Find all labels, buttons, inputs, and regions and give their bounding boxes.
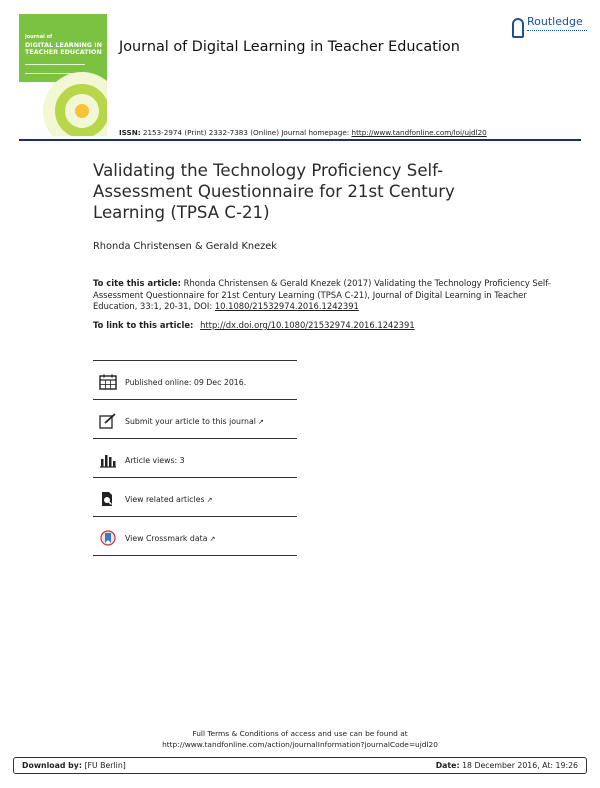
download-date-label: Date: (435, 761, 460, 770)
journal-homepage-link[interactable]: http://www.tandfonline.com/loi/ujdl20 (351, 128, 487, 137)
article-doi-link[interactable]: http://dx.doi.org/10.1080/21532974.2016.1242391 (200, 320, 415, 330)
related-articles-label: View related articles (125, 495, 205, 504)
related-articles-link[interactable] (125, 495, 212, 504)
article-title: Validating the Technology Proficiency Self-Assessment Questionnaire for 21st Century Learning (TPSA C-21) (93, 161, 455, 222)
article-authors: Rhonda Christensen & Gerald Knezek (93, 241, 277, 252)
terms-url-link[interactable]: http://www.tandfonline.com/action/journalInformation?journalCode=ujdl20 (162, 740, 438, 749)
routledge-logo-icon (512, 18, 524, 38)
link-line (93, 320, 415, 330)
calendar-icon (99, 374, 117, 390)
submit-article-link[interactable] (125, 417, 264, 426)
bar-chart-icon (99, 452, 117, 468)
downloaded-by-label: Download by: (22, 761, 82, 770)
related-articles-icon (99, 491, 117, 507)
cite-label: To cite this article: (93, 278, 181, 288)
journal-name: Journal of Digital Learning in Teacher Education (119, 39, 460, 55)
terms-line-1: Full Terms & Conditions of access and use can be found at (192, 729, 408, 738)
downloaded-by-value: [FU Berlin] (84, 761, 126, 770)
download-date (436, 761, 578, 770)
publisher-name: Routledge (527, 15, 583, 28)
issn-label: ISSN: (119, 128, 141, 137)
issn-text: 2153-2974 (Print) 2332-7383 (Online) Journal homepage: (142, 128, 350, 137)
download-info-bar (13, 757, 587, 774)
link-label: To link to this article: (93, 320, 194, 330)
published-online-text: Published online: 09 Dec 2016. (125, 378, 247, 387)
header-divider (19, 139, 581, 141)
article-views-row (93, 439, 297, 478)
journal-cover-image (19, 14, 107, 136)
related-articles-row[interactable] (93, 478, 297, 517)
citation-block (93, 278, 553, 313)
crossmark-label: View Crossmark data (125, 534, 208, 543)
downloaded-by (22, 761, 126, 770)
external-link-icon: ↗ (209, 535, 216, 543)
published-online-row (93, 361, 297, 400)
crossmark-row[interactable] (93, 517, 297, 556)
download-date-value: 18 December 2016, At: 19:26 (462, 761, 578, 770)
external-link-icon: ↗ (257, 418, 264, 426)
article-views-text: Article views: 3 (125, 456, 185, 465)
publisher-tagline (527, 30, 587, 34)
cover-small-label: journal of (25, 34, 53, 40)
crossmark-link[interactable] (125, 534, 215, 543)
terms-notice (0, 728, 600, 750)
submit-article-label: Submit your article to this journal (125, 417, 256, 426)
cover-title: DIGITAL LEARNING IN TEACHER EDUCATION (25, 41, 102, 56)
cite-doi-link[interactable]: 10.1080/21532974.2016.1242391 (214, 301, 359, 312)
crossmark-icon (99, 530, 117, 546)
external-link-icon: ↗ (206, 496, 213, 504)
edit-icon (99, 413, 117, 429)
publisher-logo (512, 14, 588, 40)
cover-dot-graphic (75, 104, 89, 118)
submit-article-row[interactable] (93, 400, 297, 439)
issn-line (119, 128, 487, 137)
cite-text: Rhonda Christensen & Gerald Knezek (2017) Validating the Technology Proficiency Self-Assessment Questionnaire for 21st Century Learning (TPSA C-21), Journal of Digital Learning in Teacher Education, 33:1, 20-31, DOI: (93, 278, 551, 312)
